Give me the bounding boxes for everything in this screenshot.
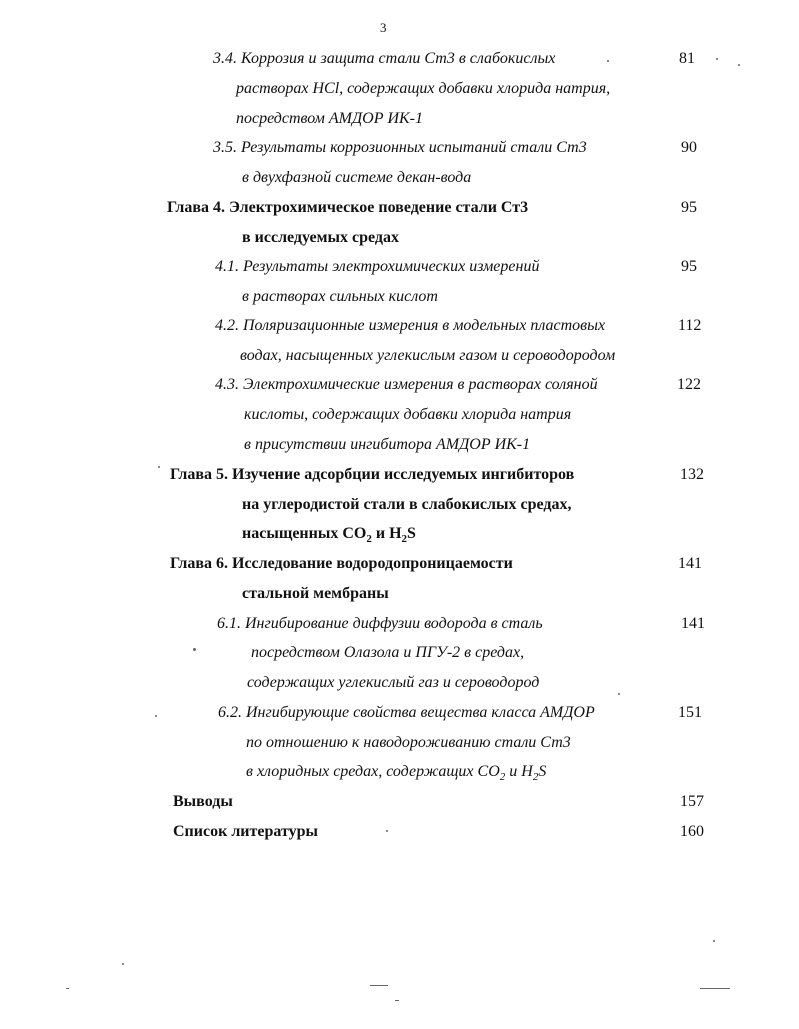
toc-conclusions-page: 157 bbox=[680, 793, 704, 810]
toc-chapter-4-page: 95 bbox=[681, 199, 697, 216]
toc-4-2-line-2: водах, насыщенных углекислым газом и сероводородом bbox=[240, 347, 616, 364]
toc-chapter-4-line-1: Глава 4. Электрохимическое поведение стали Ст3 bbox=[167, 199, 529, 216]
toc-6-1-line-2: посредством Олазола и ПГУ-2 в средах, bbox=[251, 644, 525, 661]
toc-chapter-4-line-2: в исследуемых средах bbox=[242, 229, 400, 246]
toc-conclusions: Выводы bbox=[173, 793, 233, 810]
toc-4-3-line-2: кислоты, содержащих добавки хлорида натрия bbox=[244, 406, 572, 423]
toc-6-2-page: 151 bbox=[678, 704, 702, 721]
toc-3-4-page: 81 bbox=[679, 50, 695, 67]
scan-speck bbox=[607, 60, 609, 62]
toc-3-4-line-2: растворах HCl, содержащих добавки хлорида натрия, bbox=[236, 80, 611, 97]
scan-speck bbox=[193, 648, 196, 651]
toc-3-5-line-2: в двухфазной системе декан-вода bbox=[242, 169, 472, 186]
toc-chapter-5-line-3: насыщенных $CO_2$ и $H_2S$ bbox=[242, 525, 416, 546]
toc-3-5-line-1: 3.5. Результаты коррозионных испытаний стали Ст3 bbox=[213, 139, 587, 156]
toc-6-2-line-3: в хлоридных средах, содержащих $CO_2$ и $H_2S$ bbox=[246, 763, 547, 784]
toc-6-1-line-1: 6.1. Ингибирование диффузии водорода в сталь bbox=[217, 615, 543, 632]
scan-speck bbox=[618, 693, 620, 695]
toc-chapter-5-page: 132 bbox=[680, 466, 704, 483]
scan-speck bbox=[158, 466, 160, 468]
toc-chapter-5-line-2: на углеродистой стали в слабокислых средах, bbox=[242, 496, 572, 513]
toc-4-1-page: 95 bbox=[681, 258, 697, 275]
toc-3-4-line-3: посредством АМДОР ИК-1 bbox=[236, 110, 424, 127]
scan-speck bbox=[122, 963, 124, 965]
toc-4-3-line-3: в присутствии ингибитора АМДОР ИК-1 bbox=[244, 436, 531, 453]
toc-4-2-page: 112 bbox=[678, 317, 702, 334]
toc-3-5-page: 90 bbox=[681, 139, 697, 156]
toc-chapter-6-line-1: Глава 6. Исследование водородопроницаемости bbox=[170, 555, 513, 572]
toc-4-2-line-1: 4.2. Поляризационные измерения в модельных пластовых bbox=[215, 317, 606, 334]
scan-speck bbox=[370, 985, 388, 986]
scan-speck bbox=[738, 64, 740, 66]
scan-speck bbox=[155, 715, 157, 717]
toc-chapter-5-line-1: Глава 5. Изучение адсорбции исследуемых ингибиторов bbox=[170, 466, 575, 483]
toc-4-3-line-1: 4.3. Электрохимические измерения в растворах соляной bbox=[215, 376, 598, 393]
scan-speck bbox=[713, 940, 715, 942]
toc-chapter-6-page: 141 bbox=[678, 555, 702, 572]
toc-4-1-line-2: в растворах сильных кислот bbox=[242, 288, 438, 305]
toc-references: Список литературы bbox=[173, 823, 318, 840]
toc-6-2-line-1: 6.2. Ингибирующие свойства вещества класса АМДОР bbox=[218, 704, 595, 721]
toc-4-1-line-1: 4.1. Результаты электрохимических измерений bbox=[215, 258, 540, 275]
toc-references-page: 160 bbox=[680, 823, 704, 840]
scan-speck bbox=[66, 988, 69, 989]
scan-speck bbox=[386, 830, 388, 832]
toc-6-2-line-2: по отношению к наводороживанию стали Ст3 bbox=[246, 734, 571, 751]
toc-3-4-line-1: 3.4. Коррозия и защита стали Ст3 в слабокислых bbox=[213, 50, 556, 67]
toc-chapter-6-line-2: стальной мембраны bbox=[242, 585, 389, 602]
scan-speck bbox=[395, 1000, 399, 1001]
toc-4-3-page: 122 bbox=[677, 376, 701, 393]
scan-speck bbox=[700, 988, 730, 989]
page-number: 3 bbox=[380, 20, 387, 35]
toc-6-1-page: 141 bbox=[681, 615, 705, 632]
scan-speck bbox=[716, 58, 718, 60]
toc-6-1-line-3: содержащих углекислый газ и сероводород bbox=[247, 674, 540, 691]
